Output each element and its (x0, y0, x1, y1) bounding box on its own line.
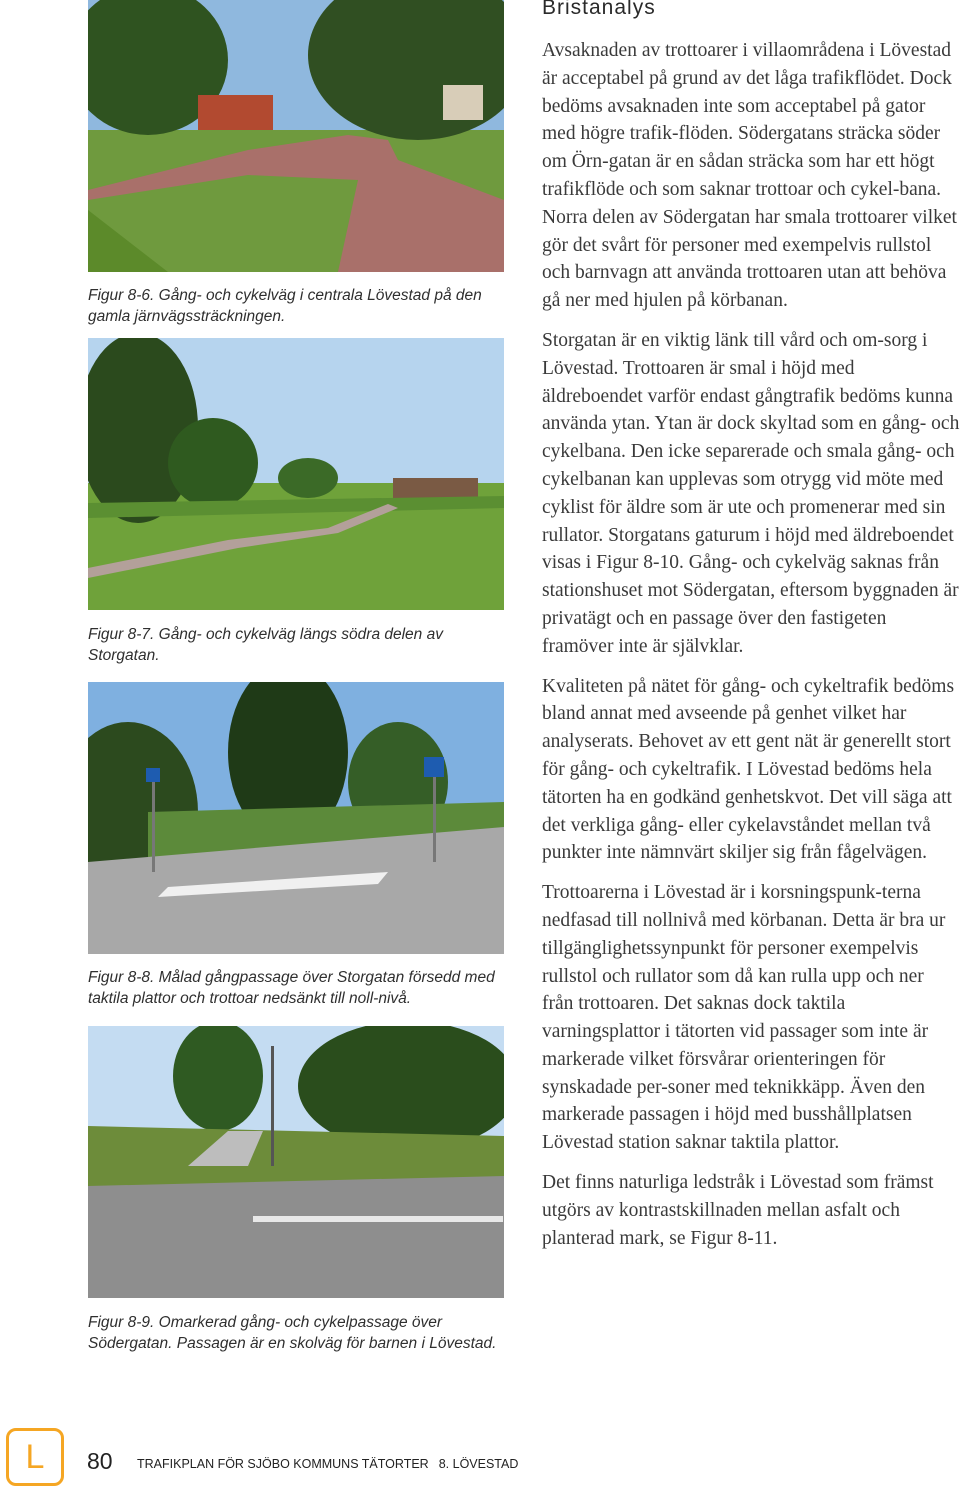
page-number: 80 (87, 1448, 113, 1474)
paragraph: Avsaknaden av trottoarer i villaområdena i Lövestad är acceptabel på grund av det låga trafikflödet. Dock bedöms avsaknaden inte som acceptabel på gator med högre trafik-flöden. Södergatans sträcka söder om Örn-gatan är en sådan sträcka som har ett högt trafikflöde och som saknar trottoar och cykel-bana. Norra delen av Södergatan har smala trottoarer vilket gör det svårt för personer med exempelvis rullstol och barnvagn att använda trottoaren utan att behöva gå ner med hjulen på körbanan. (542, 40, 957, 312)
figure-8-9-caption: Figur 8-9. Omarkerad gång- och cykelpassage över Södergatan. Passagen är en skolväg för barnen i Lövestad. (88, 1314, 497, 1352)
section-heading: Bristanalys (542, 0, 656, 19)
paragraph: Det finns naturliga ledstråk i Lövestad som främst utgörs av kontrastskillnaden mellan asfalt och planterad mark, se Figur 8-11. (542, 1172, 934, 1249)
footer-title (137, 1457, 518, 1471)
body-text (542, 37, 960, 1264)
figure-8-8-caption: Figur 8-8. Målad gångpassage över Storgatan försedd med taktila plattor och trottoar nedsänkt till noll-nivå. (88, 969, 495, 1007)
figure-8-6-caption: Figur 8-6. Gång- och cykelväg i centrala Lövestad på den gamla järnvägssträckningen. (88, 287, 482, 325)
paragraph: Kvaliteten på nätet för gång- och cykeltrafik bedöms bland annat med avseende på genhet vilket har analyserats. Behovet av ett gent nät är generellt stort för gång- och cykeltrafik. I Lövestad bedöms hela tätorten ha en godkänd genhetskvot. Det vill säga att det verkliga gång- eller cykelavståndet mellan två punkter inte nämnvärt skiljer sig från fågelvägen. (542, 675, 955, 864)
paragraph: Storgatan är en viktig länk till vård och om-sorg i Lövestad. Trottoaren är smal i höjd med äldreboendet varför endast gångtrafik bedöms kunna använda ytan. Ytan är dock skyltad som en gång- och cykelbana. Den icke separerade och smala gång- och cykelbanan kan upplevas som otrygg vid möte med cyklist för äldre som är ute och promenerar med sin rullator. Storgatans gaturum i höjd med äldreboendet visas i Figur 8-10. Gång- och cykelväg saknas från stationshuset mot Södergatan, eftersom byggnaden är privatägt och en passage över den fastigeten framöver inte är självklar. (542, 329, 960, 657)
figure-8-7-photo (88, 338, 504, 610)
figure-8-7-caption: Figur 8-7. Gång- och cykelväg längs södra delen av Storgatan. (88, 626, 443, 664)
chapter-label: 8. LÖVESTAD (438, 1457, 519, 1471)
figure-8-9-photo (88, 1026, 504, 1298)
chapter-logo: L (6, 1428, 64, 1486)
figure-8-8-photo (88, 682, 504, 954)
paragraph: Trottoarerna i Lövestad är i korsningspunk-terna nedfasad till nollnivå med körbanan. Detta är bra ur tillgänglighetssynpunkt för personer exempelvis rullstol och rullator som då kan rulla upp och ner från trottoaren. Det saknas dock taktila varningsplattor i tätorten vid passager som inte är markerade vilket försvårar orienteringen för synskadade per-soner med teknikkäpp. Även den markerade passagen i höjd med busshållplatsen Lövestad station saknar taktila plattor. (542, 882, 946, 1154)
document-title: TRAFIKPLAN FÖR SJÖBO KOMMUNS TÄTORTER (137, 1457, 429, 1471)
figure-8-6-photo (88, 0, 504, 272)
